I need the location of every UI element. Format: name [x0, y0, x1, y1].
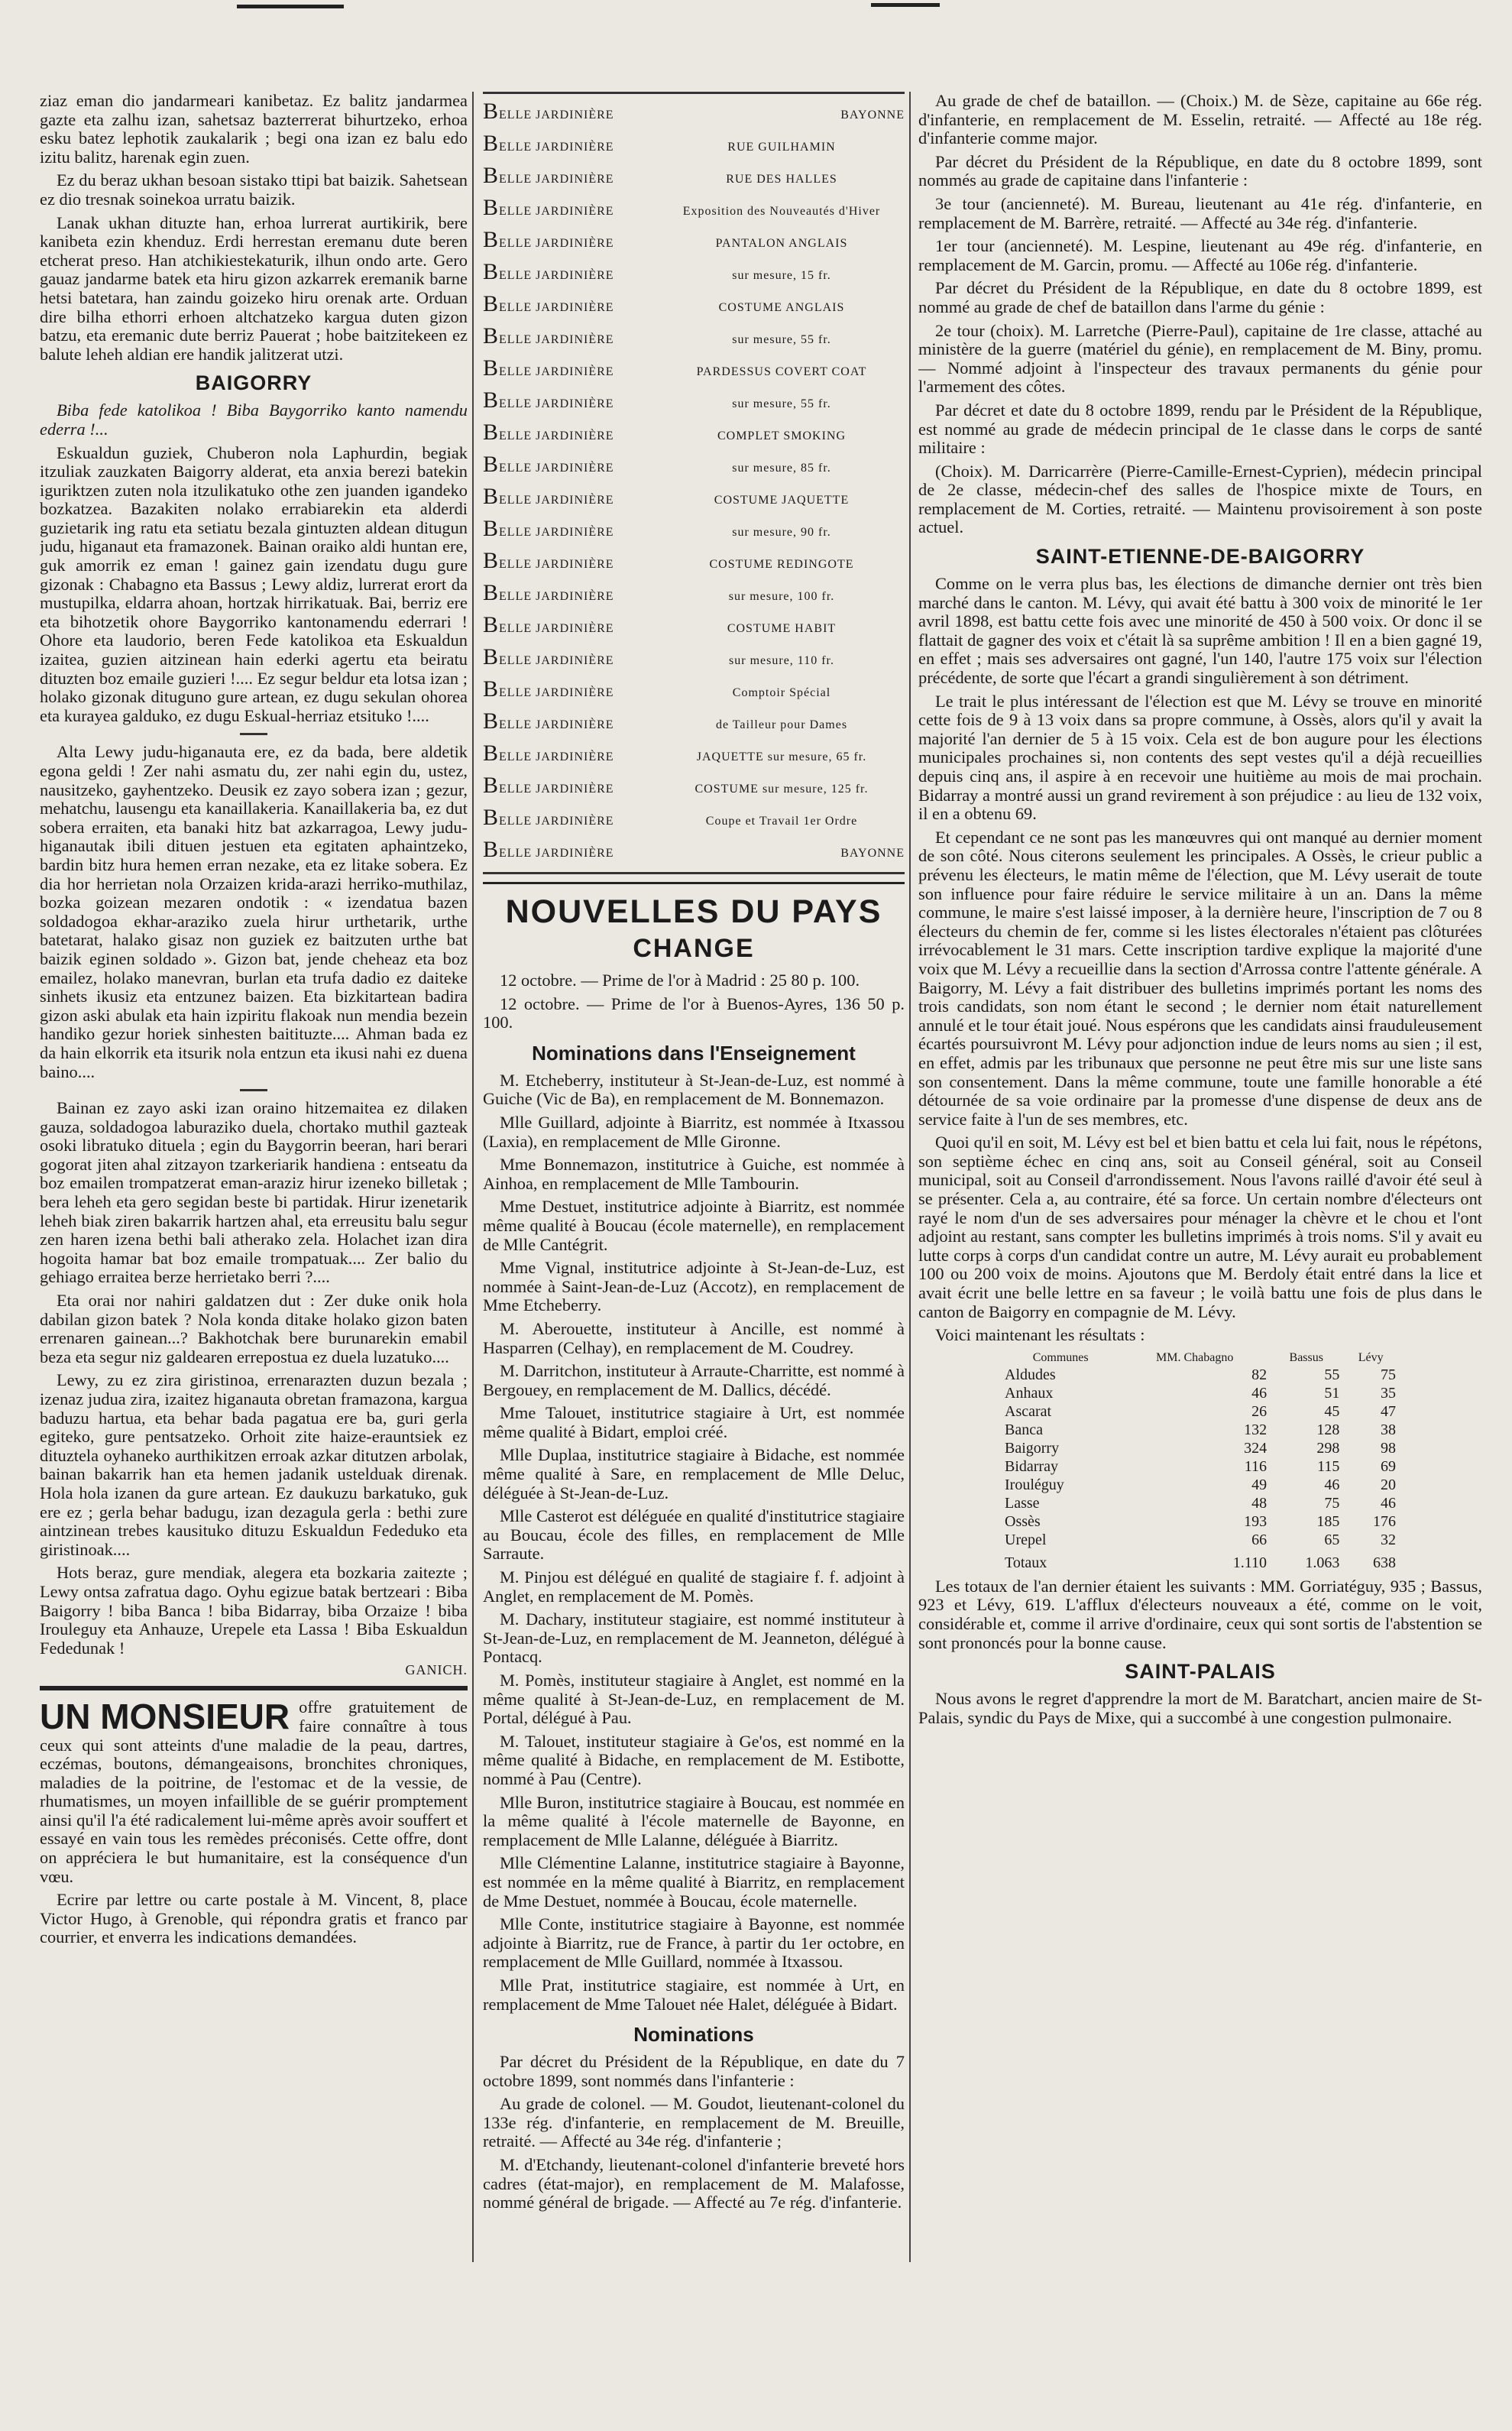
article-paragraph: Au grade de chef de bataillon. — (Choix.) M. de Sèze, capitaine au 66e rég. d'infanterie, en remplacement de M. Esselin, retraité. — Affecté au 18e rég. d'infanterie comme major. [918, 92, 1482, 148]
advert-brand-text: ELLE JARDINIÈRE [499, 462, 614, 475]
nomination-item: Mlle Casterot est déléguée en qualité d'institutrice stagiaire au Boucau, école des filles, en remplacement de Mlle Sarraute. [483, 1506, 905, 1564]
table-cell: 115 [1317, 1458, 1340, 1476]
advert-item: BAYONNE [840, 109, 905, 122]
advert-brand [483, 612, 659, 638]
table-cell: Baigorry [1005, 1440, 1060, 1457]
table-cell: 20 [1381, 1476, 1396, 1494]
advert-item: sur mesure, 15 fr. [732, 269, 831, 282]
article-paragraph: ziaz eman dio jandarmeari kanibetaz. Ez balitz jandarmea gazte eta zalhu izan, sahetsaz bazterrerat bihurtzeko, erhoa esku batez lephotik zaukalarik ; begi ona izan ez balu edo izitu balitz, harenak egin zuen. [40, 92, 468, 167]
article-paragraph: M. d'Etchandy, lieutenant-colonel d'infanterie breveté hors cadres (état-major), en remplacement de M. Malafosse, nommé général de brigade. — Affecté au 7e rég. d'infanterie. [483, 2155, 905, 2212]
divider-rule [483, 882, 905, 884]
nomination-item: Mlle Buron, institutrice stagiaire à Boucau, est nommée en la même qualité à l'école maternelle de Bayonne, en remplacement de Mlle Lalanne, déléguée à Biarritz. [483, 1792, 905, 1849]
advert-initial: B [483, 259, 500, 284]
advert-brand [483, 484, 659, 510]
advert-item: Comptoir Spécial [732, 686, 831, 699]
advert-item: sur mesure, 110 fr. [729, 654, 834, 667]
table-cell: 324 [1244, 1440, 1268, 1457]
table-cell: Anhaux [1005, 1385, 1054, 1402]
advert-item: COSTUME HABIT [727, 622, 837, 635]
advert-brand-text: ELLE JARDINIÈRE [499, 750, 614, 763]
advert-brand-text: ELLE JARDINIÈRE [499, 654, 614, 667]
advert-brand [483, 580, 659, 606]
nomination-item: M. Pomès, instituteur stagiaire à Anglet, est nommé en la même qualité à St-Jean-de-Luz, en remplacement de M. Portal, délégué à Pau. [483, 1671, 905, 1728]
table-total-row [1002, 1550, 1399, 1573]
table-cell: 638 [1373, 1554, 1396, 1572]
table-cell: 47 [1381, 1403, 1396, 1421]
advert-text: offre gratuitement de faire connaître à tous ceux qui sont atteints d'une maladie de la peau, dartres, eczémas, boutons, démangeaisons, bronchites chroniques, maladies de la poitrine, de l'estomac et de la vessie, de rhumatismes, un moyen infaillible de se guérir promptement ainsi qu'il l'a été radicalement lui-même après avoir souffert et essayé en vain tous les remèdes préconisés. Cette offre, dont on appréciera le but humanitaire, est la conséquence d'un vœu. [40, 1697, 468, 1886]
change-item: 12 octobre. — Prime de l'or à Buenos-Ayres, 136 50 p. 100. [483, 993, 905, 1032]
table-cell: 128 [1316, 1421, 1340, 1439]
section-heading: SAINT-ETIENNE-DE-BAIGORRY [1035, 545, 1365, 569]
advert-initial: B [483, 484, 500, 509]
advert-brand [483, 837, 659, 863]
nomination-item: M. Pinjou est délégué en qualité de stagiaire f. f. adjoint à Anglet, en remplacement de M. Pomès. [483, 1567, 905, 1606]
advert-item: COSTUME JAQUETTE [714, 494, 850, 507]
advert-brand [483, 163, 659, 189]
article-paragraph: Par décret du Président de la République, en date du 8 octobre 1899, sont nommés au grade de capitaine dans l'infanterie : [918, 151, 1482, 190]
advert-headline: UN MONSIEUR [40, 1697, 290, 1737]
advert-initial: B [483, 805, 500, 830]
advert-brand [483, 805, 659, 831]
article-paragraph: Quoi qu'il en soit, M. Lévy est bel et bien battu et cela lui fait, nous le répétons, son septième échec en cinq ans, soit au Conseil général, soit au Conseil municipal, soit au Conseil d'arrondissement. Nous l'avons raillé d'avoir été seul à se présenter. Cela a, au contraire, été sa force. Un certain nombre d'électeurs ont rayé le nom d'un de ses adversaires pour ménager la chèvre et le chou et l'ont adjoint au restant, sans compter les bulletins imprimés à trois noms. S'il y avait eu lutte corps à corps d'un candidat contre un autre, M. Lévy aurait eu probablement 100 ou 200 voix de moins. Ajoutons que M. Berdoly était entré dans la lice et avait écrit une belle lettre en sa faveur ; le voilà battu une fois de plus dans le canton de Baigorry en compagnie de M. Lévy. [918, 1133, 1482, 1321]
article-paragraph: Eskualdun guziek, Chuberon nola Laphurdin, begiak itzuliak zauzkaten Baigorry alderat, eta anxia berezi batekin iguriktzen zuten nola itzulikatuko othe zen juanden igandeko bozkatzea. Bazakiten nolako errabiarekin eta alderdi guzietarik ing ratu eta setiatu bezala gintuzten aldean ditugun judu, higanaut eta framazonek. Bainan oraiko aldi huntan ere, guk amorrik ez eman ! gainez gain izendatu dugu gure gizonak : Chabagno eta Bassus ; Lewy aldiz, lurrerat erort da mustupilka, eldarra ahoan, hortzak hirrikatuak. Bai, berriz ere eta bihotzetik ohore Baygorriko kantonamendu ederrari ! Ohore eta laudorio, beren Fede katolikoa eta Eskualdun izaitea, guzien aitzinean hain ederki agertu eta beiratu dituzten boz emaile guzieri !.... Ez segur beldur eta lotsa izan ; holako gizonak dituguno gure artean, ez dugu sekulan ohorea eta kurayea galduko, ez dugu Eskual-herriaz etsituko !.... [40, 442, 468, 725]
advert-initial: B [483, 195, 500, 220]
nomination-item: M. Etcheberry, instituteur à St-Jean-de-Luz, est nommé à Guiche (Vic de Ba), en remplacement de M. Bonnemazon. [483, 1070, 905, 1109]
advert-brand-text: ELLE JARDINIÈRE [499, 429, 614, 442]
table-cell: 82 [1251, 1366, 1268, 1384]
advert-initial: B [483, 773, 500, 798]
table-cell: 132 [1244, 1421, 1268, 1439]
advert-monsieur [40, 1698, 468, 1947]
advert-brand [483, 227, 659, 253]
advert-row [483, 484, 905, 516]
advert-item: JAQUETTE sur mesure, 65 fr. [696, 750, 867, 763]
advert-row [483, 420, 905, 452]
separator-dash [240, 733, 267, 735]
table-header-cell: Bassus [1289, 1350, 1323, 1364]
advert-initial: B [483, 355, 500, 381]
advert-brand-text: ELLE JARDINIÈRE [499, 141, 614, 154]
nomination-item: Mme Destuet, institutrice adjointe à Biarritz, est nommée même qualité à Boucau (école maternelle), en remplacement de Mlle Cantégrit. [483, 1197, 905, 1254]
top-edge-mark [871, 3, 940, 7]
advert-brand-text: ELLE JARDINIÈRE [499, 590, 614, 603]
advert-brand [483, 741, 659, 767]
table-cell: 48 [1251, 1495, 1268, 1512]
table-cell: 69 [1381, 1458, 1396, 1476]
table-row [1002, 1440, 1399, 1458]
advert-brand [483, 452, 659, 478]
advert-item: COSTUME ANGLAIS [718, 301, 845, 314]
column-rule [909, 92, 911, 2262]
table-cell: 75 [1381, 1366, 1396, 1384]
article-paragraph: Par décret du Président de la République, en date du 7 octobre 1899, sont nommés dans l'infanterie : [483, 2052, 905, 2090]
nomination-item: Mme Talouet, institutrice stagiaire à Urt, est nommée même qualité à Bidart, emploi créé. [483, 1403, 905, 1441]
table-row [1002, 1366, 1399, 1385]
table-cell: 32 [1381, 1532, 1396, 1549]
advert-brand [483, 195, 659, 221]
section-heading: Nominations dans l'Enseignement [532, 1041, 856, 1065]
nomination-item: M. Darritchon, instituteur à Arraute-Charritte, est nommé à Bergouey, en remplacement de M. Dallics, décédé. [483, 1361, 905, 1399]
section-subtitle: CHANGE [633, 934, 755, 963]
advert-item: COSTUME sur mesure, 125 fr. [694, 783, 869, 796]
advert-brand [483, 355, 659, 381]
table-row [1002, 1476, 1399, 1495]
article-paragraph: Au grade de colonel. — M. Goudot, lieutenant-colonel du 133e rég. d'infanterie, en remplacement de M. Breuille, retraité. — Affecté au 34e rég. d'infanterie ; [483, 2094, 905, 2151]
advert-brand-text: ELLE JARDINIÈRE [499, 109, 614, 122]
advert-row [483, 195, 905, 227]
advert-brand-text: ELLE JARDINIÈRE [499, 301, 614, 314]
advert-item: Exposition des Nouveautés d'Hiver [682, 205, 881, 218]
article-paragraph: Hots beraz, gure mendiak, alegera eta bozkaria zaitezte ; Lewy ontsa zafratua dago. Oyhu egizue batak bertzeari : Biba Baigorry ! biba Banca ! biba Bidarray, biba Orzaize ! biba Irouleguy eta Anhauze, Urepele eta Lassa ! Biba Eskualdun Fededunak ! [40, 1563, 468, 1658]
advert-brand-text: ELLE JARDINIÈRE [499, 686, 614, 699]
advert-brand-text: ELLE JARDINIÈRE [499, 173, 614, 186]
table-cell: 298 [1316, 1440, 1340, 1457]
advert-item: sur mesure, 85 fr. [732, 462, 831, 475]
advert-row [483, 580, 905, 612]
advert-initial: B [483, 644, 500, 669]
article-paragraph: 1er tour (ancienneté). M. Lespine, lieutenant au 49e rég. d'infanterie, en remplacement de M. Garcin, promu. — Affecté au 106e rég. d'infanterie. [918, 236, 1482, 274]
election-results-table [1002, 1350, 1399, 1573]
table-cell: 55 [1324, 1366, 1340, 1384]
table-cell: 176 [1373, 1513, 1396, 1531]
article-paragraph: Et cependant ce ne sont pas les manœuvres qui ont manqué au dernier moment de son côté. Nous citerons seulement les principales. A Ossès, le crieur public a prévenu les électeurs, le matin même de l'élection, que M. Lévy userait de toute son influence pour faire réduire le service militaire à un an. Dans la même commune, le maire s'est laissé imposer, à la dernière heure, l'inscription de 7 ou 8 électeurs du chemin de fer, comme si les listes électorales n'étaient pas clôturées irrévocablement le 31 mars. Cette inscription tardive explique la majorité d'une voix que M. Lévy a recueillie dans la section d'Arrossa contre l'attente générale. A Baigorry, M. Lévy a fait distribuer des bulletins imprimés portant les noms des trois candidats, son nom étant le second ; le dernier nom était naturellement annulé et le tour était joué. Nous espérons que les candidats ainsi frauduleusement écartés poursuivront M. Lévy pour adjonction indue de leurs noms au sien ; il est, en effet, admis par les tribunaux que personne ne peut être mis sur une liste sans son consentement. Dans la même commune, toute une famille honorable a été détournée de sa voie ordinaire par la promesse d'une dispense de deux ans de service faite à l'un de ses membres, etc. [918, 827, 1482, 1129]
advert-initial: B [483, 131, 500, 156]
table-cell: 193 [1244, 1513, 1268, 1531]
advert-brand [483, 259, 659, 285]
nomination-item: Mlle Duplaa, institutrice stagiaire à Bidache, est nommée même qualité à Sare, en remplacement de Mlle Deluc, déléguée à St-Jean-de-Luz. [483, 1445, 905, 1502]
section-heading: Nominations [633, 2023, 754, 2047]
nomination-item: Mlle Guillard, adjointe à Biarritz, est nommée à Itxassou (Laxia), en remplacement de Mlle Gironne. [483, 1112, 905, 1151]
table-header-row [1002, 1350, 1399, 1366]
article-paragraph: (Choix). M. Darricarrère (Pierre-Camille-Ernest-Cyprien), médecin principal de 2e classe, médecin-chef des salles de l'hospice mixte de Tours, en remplacement de M. Corties, retraité. — Maintenu provisoirement à son poste actuel. [918, 461, 1482, 537]
nomination-item: Mlle Prat, institutrice stagiaire, est nommée à Urt, en remplacement de Mme Talouet née Halet, déléguée à Bidart. [483, 1975, 905, 2014]
advert-item: RUE DES HALLES [726, 173, 837, 186]
column-3 [918, 92, 1482, 2369]
advert-row [483, 676, 905, 708]
advert-initial: B [483, 580, 500, 605]
table-cell: Ossès [1005, 1513, 1041, 1531]
table-cell: 116 [1244, 1458, 1268, 1476]
advert-brand-text: ELLE JARDINIÈRE [499, 526, 614, 539]
advert-brand-text: ELLE JARDINIÈRE [499, 205, 614, 218]
advert-row [483, 131, 905, 163]
advert-brand-text: ELLE JARDINIÈRE [499, 269, 614, 282]
advert-brand [483, 387, 659, 413]
table-row [1002, 1532, 1399, 1550]
advert-brand [483, 323, 659, 349]
advert-initial: B [483, 99, 500, 124]
table-cell: Urepel [1005, 1532, 1047, 1549]
advert-item: sur mesure, 100 fr. [728, 590, 835, 603]
advert-brand [483, 131, 659, 157]
table-cell: 1.063 [1305, 1554, 1340, 1572]
advert-initial: B [483, 163, 500, 188]
table-row [1002, 1403, 1399, 1421]
top-edge-mark [237, 5, 344, 8]
table-row [1002, 1385, 1399, 1403]
nomination-item: Mlle Clémentine Lalanne, institutrice stagiaire à Bayonne, est nommée en la même qualité à Biarritz, en remplacement de Mme Destuet, nommée à Boucau, école maternelle. [483, 1853, 905, 1911]
table-cell: Bidarray [1005, 1458, 1058, 1476]
table-cell: 66 [1251, 1532, 1268, 1549]
table-cell: Ascarat [1005, 1403, 1052, 1421]
article-paragraph: 3e tour (ancienneté). M. Bureau, lieutenant au 41e rég. d'infanterie, en remplacement de M. Barrère, retraité. — Affecté au 34e rég. d'infanterie. [918, 193, 1482, 232]
article-paragraph: Biba fede katolikoa ! Biba Baygorriko kanto namendu ederra !... [40, 400, 468, 439]
nomination-item: Mme Bonnemazon, institutrice à Guiche, est nommée à Ainhoa, en remplacement de Mlle Tambourin. [483, 1155, 905, 1193]
advert-initial: B [483, 837, 500, 862]
table-cell: 46 [1324, 1476, 1340, 1494]
advert-row [483, 259, 905, 291]
advert-item: de Tailleur pour Dames [715, 718, 848, 731]
advert-row [483, 291, 905, 323]
table-cell: 51 [1324, 1385, 1340, 1402]
advert-row [483, 323, 905, 355]
table-cell: 46 [1381, 1495, 1396, 1512]
nominations-list [483, 1071, 905, 2014]
advert-brand [483, 99, 659, 125]
advert-initial: B [483, 387, 500, 413]
advert-text: Ecrire par lettre ou carte postale à M. Vincent, 8, place Victor Hugo, à Grenoble, qui répondra gratis et franco par courrier, et enverra les indications demandées. [40, 1890, 468, 1947]
advert-row [483, 548, 905, 580]
advert-row [483, 805, 905, 837]
advert-row [483, 516, 905, 548]
advert-initial: B [483, 227, 500, 252]
table-cell: Banca [1005, 1421, 1043, 1439]
advert-brand-text: ELLE JARDINIÈRE [499, 622, 614, 635]
advert-brand [483, 548, 659, 574]
advert-initial: B [483, 291, 500, 316]
article-paragraph: 2e tour (choix). M. Larretche (Pierre-Paul), capitaine de 1re classe, attaché au ministère de la guerre (matériel du génie), en remplacement de M. Biny, promu. — Nommé adjoint à l'inspecteur des travaux permanents du génie pour l'armement des côtes. [918, 320, 1482, 397]
advert-item: RUE GUILHAMIN [727, 141, 836, 154]
advert-item: BAYONNE [840, 847, 905, 860]
article-paragraph: Nous avons le regret d'apprendre la mort de M. Baratchart, ancien maire de St-Palais, syndic du Pays de Mixe, qui a succombé à une congestion pulmonaire. [918, 1689, 1482, 1727]
advert-initial: B [483, 741, 500, 766]
table-cell: Irouléguy [1005, 1476, 1064, 1494]
advert-initial: B [483, 708, 500, 734]
advert-item: PARDESSUS COVERT COAT [696, 365, 867, 378]
table-header-cell: Communes [1032, 1350, 1089, 1364]
advert-item: sur mesure, 55 fr. [732, 333, 831, 346]
table-header-cell: MM. Chabagno [1156, 1350, 1234, 1364]
advert-initial: B [483, 612, 500, 637]
article-paragraph: Eta orai nor nahiri galdatzen dut : Zer duke onik hola dabilan gizon batek ? Nola konda ditake holako gizon baten errenaren gainean...? Bakhotchak bere burunarekin emabil beza eta segur niz galdearen errepostua ez duela luzatuko.... [40, 1291, 468, 1366]
section-title: NOUVELLES DU PAYS [505, 893, 882, 930]
table-cell: 185 [1316, 1513, 1340, 1531]
advert-row [483, 773, 905, 805]
advert-item: COMPLET SMOKING [717, 429, 847, 442]
advert-row [483, 708, 905, 741]
advert-brand-text: ELLE JARDINIÈRE [499, 847, 614, 860]
article-paragraph: Alta Lewy judu-higanauta ere, ez da bada, bere aldetik egona geldi ! Zer nahi asmatu du, zer nahi egin du, ustez, nausitzeko, gayhentzeko. Deusik ez zayo sobera izan ; gezur, mehatchu, lausengu eta kanaillakeria. Kanaillakeria ba, ez dut sobera erraiten, eta banaki hitz bat azkarragoa, Lewy judu-higanautak ibili dituen jestuen eta egitaten aphaintzeko, bardin bitz hura hemen erran nezake, eta ez litake sobera. Ez dia hor herrietan nola Orzaizen krida-arazi herriko-muthilaz, bozka goizean mezaren ondotik : « izendatua bazen soldadogoa ekhar-araziko zuela hirur urthetarik, urthe batetarat, halako gisaz non guziek ez baitzuten urthe bat baizik eginen soldado ». Gizon bat, jende cheheaz eta boz emailez, holako manevran, burlan eta trufa dadio ez daiteke sinhets ikusiz eta entzunez baizen. Eta bizkitartean badira gizon aski abulak eta hain izpiritu flakoak nun mendia bezein handiko gezur horiek sinhesten baitituzte.... Ahman bada ez da hain elkorrik eta itsurik nola entzun eta ikusi nahi ez duena baino.... [40, 742, 468, 1081]
nomination-item: M. Talouet, instituteur stagiaire à Ge'os, est nommé en la même qualité à Bidache, en remplacement de M. Estibotte, nommé à Pau (Centre). [483, 1731, 905, 1788]
table-row [1002, 1495, 1399, 1513]
advert-row [483, 644, 905, 676]
advert-initial: B [483, 420, 500, 445]
advert-brand-text: ELLE JARDINIÈRE [499, 783, 614, 796]
advert-brand [483, 708, 659, 734]
advert-brand-text: ELLE JARDINIÈRE [499, 237, 614, 250]
advert-row [483, 837, 905, 869]
advert-initial: B [483, 548, 500, 573]
advert-row [483, 163, 905, 195]
advert-item: COSTUME REDINGOTE [709, 558, 854, 571]
table-cell: 49 [1251, 1476, 1268, 1494]
article-paragraph: Ez du beraz ukhan besoan sistako ttipi bat baizik. Sahetsean ez dio tresnak soinekoa urratu baizik. [40, 170, 468, 209]
advert-item: sur mesure, 90 fr. [732, 526, 831, 539]
column-2 [483, 92, 905, 2369]
divider-rule [40, 1686, 468, 1690]
advert-item: sur mesure, 55 fr. [732, 397, 831, 410]
advert-row [483, 355, 905, 387]
separator-dash [240, 1089, 267, 1091]
author-signature: GANICH. [405, 1662, 468, 1678]
advert-brand [483, 644, 659, 670]
advert-row [483, 452, 905, 484]
advert-row [483, 387, 905, 420]
advert-brand-text: ELLE JARDINIÈRE [499, 333, 614, 346]
table-cell: 38 [1381, 1421, 1396, 1439]
table-cell: 75 [1324, 1495, 1340, 1512]
article-paragraph: Voici maintenant les résultats : [935, 1325, 1145, 1345]
advert-initial: B [483, 516, 500, 541]
advert-brand [483, 773, 659, 799]
advert-item: PANTALON ANGLAIS [715, 237, 848, 250]
nomination-item: M. Aberouette, instituteur à Ancille, est nommé à Hasparren (Celhay), en remplacement de M. Coudrey. [483, 1318, 905, 1357]
advert-row [483, 227, 905, 259]
advert-row [483, 99, 905, 131]
table-cell: 65 [1324, 1532, 1340, 1549]
table-cell: Aldudes [1005, 1366, 1056, 1384]
article-paragraph: Lanak ukhan dituzte han, erhoa lurrerat aurtikirik, bere kanibeta ezin khenduz. Erdi herrestan eremanu dute beren etcherat preso. Han atchikiestekaturik, ilhun ondo arte. Gero gauaz jandarme batek eta hiru gizon azkarrek eremanik barne hetsi batetara, han zaindu goizeko hiru orenak arte. Orduan dire bilha ethorri erhoen altchatzeko kargua duten gizon batzu, eta eremanic dute berriz Pauerat ; hobe baitzitekeen ez balute leheh aldian ere handik jalitzerat utzi. [40, 212, 468, 364]
advert-brand-text: ELLE JARDINIÈRE [499, 718, 614, 731]
advert-brand-text: ELLE JARDINIÈRE [499, 365, 614, 378]
advert-brand-text: ELLE JARDINIÈRE [499, 494, 614, 507]
column-rule [472, 92, 474, 2262]
section-heading: BAIGORRY [195, 371, 312, 395]
advert-initial: B [483, 676, 500, 702]
advert-brand-text: ELLE JARDINIÈRE [499, 815, 614, 828]
table-cell: 35 [1381, 1385, 1396, 1402]
table-row [1002, 1513, 1399, 1532]
advert-initial: B [483, 452, 500, 477]
advert-brand-text: ELLE JARDINIÈRE [499, 397, 614, 410]
article-paragraph: Par décret et date du 8 octobre 1899, rendu par le Président de la République, est nommé au grade de médecin principal de 1e classe dans le corps de santé militaire : [918, 400, 1482, 458]
article-paragraph: Le trait le plus intéressant de l'élection est que M. Lévy se trouve en minorité cette fois de 9 à 13 voix dans sa propre commune, à Ossès, alors qu'il y avait la majorité l'an dernier de 5 à 15 voix. Cela est de bon augure pour les élections municipales prochaines si, non contents des sept vestes qu'il a déjà recueillies depuis cinq ans, il aspire à en recevoir une huitième au mois de mai prochain. Bidarray a montré aussi un grand revirement à son préjudice : au lieu de 132 voix, il en a obtenu 69. [918, 691, 1482, 824]
nomination-item: M. Dachary, instituteur stagiaire, est nommé instituteur à St-Jean-de-Luz, en remplacement de M. Jeanneton, délégué à Pontacq. [483, 1609, 905, 1667]
article-paragraph: Les totaux de l'an dernier étaient les suivants : MM. Gorriatéguy, 935 ; Bassus, 923 et Lévy, 619. L'afflux d'électeurs nouveaux a été, comme on le voit, considérable et, comme il arrive d'ordinaire, ceux qui sont sortis de l'abstention se sont prononcés pour la bonne cause. [918, 1576, 1482, 1652]
advert-brand [483, 516, 659, 542]
advert-row [483, 612, 905, 644]
table-cell: 45 [1324, 1403, 1340, 1421]
table-cell: 26 [1251, 1403, 1268, 1421]
article-paragraph: Lewy, zu ez zira giristinoa, errenarazten duzun bezala ; izenaz judua zira, izaitez higanauta obretan framazona, kargua baduzu hartua, eta behar bada pagatua ere ba, guri gerla egiteko, gure pentsatzeko. Orhoit zite haize-erauntsiek ez dituztela oyhaneko aurthikitzen erroak azkar ditutzen arbolak, bainan bakarrik han eta hemen jadanik ustelduak direnak. Hola hola izanen da gure artean. Ez daukuzu barkatuko, guk ere ez ; gerla behar badugu, izan dezagula gerla : bethi zure aintzinean trebes kausituko dituzu Eskualdun Fededuko eta giristinoak.... [40, 1370, 468, 1559]
advert-brand-text: ELLE JARDINIÈRE [499, 558, 614, 571]
nomination-item: Mlle Conte, institutrice stagiaire à Bayonne, est nommée adjointe à Biarritz, rue de France, à partir du 1er octobre, en remplacement de Mlle Guillard, nommée à Itxassou. [483, 1914, 905, 1972]
advert-belle-jardiniere [483, 92, 905, 874]
table-cell: Totaux [1005, 1554, 1047, 1572]
change-item: 12 octobre. — Prime de l'or à Madrid : 25 80 p. 100. [500, 971, 860, 990]
article-paragraph: Par décret du Président de la République, en date du 8 octobre 1899, est nommé au grade de chef de bataillon dans l'arme du génie : [918, 278, 1482, 316]
nomination-item: Mme Vignal, institutrice adjointe à St-Jean-de-Luz, est nommée à Saint-Jean-de-Luz (Accotz), en remplacement de Mme Etcheberry. [483, 1258, 905, 1315]
article-paragraph: Comme on le verra plus bas, les élections de dimanche dernier ont très bien marché dans le canton. M. Lévy, qui avait été battu à 300 voix de minorité le 1er avril 1898, est battu cette fois avec une minorité de 450 à 500 voix. Or donc il se flattait de gagner des voix et c'était là sa suprême ambition ! Il en a bien gagné 19, en effet ; mais ses adversaires ont gagné, l'un 140, l'autre 175 voix sur l'élection précédente, de sorte que l'écart a grandi singulièrement à son détriment. [918, 574, 1482, 688]
table-cell: 98 [1381, 1440, 1396, 1457]
advert-item: Coupe et Travail 1er Ordre [705, 815, 858, 828]
advert-brand [483, 420, 659, 446]
article-paragraph: Bainan ez zayo aski izan oraino hitzemaitea ez dilaken gauza, soldadogoa laburaziko duela, chortako muthil gazteak osoki libratuko dituela ; egin du Baygorrin beeran, hari berari gogorat jiten ahal zitzayon tzarkeriarik handiena : entseatu da boz emailen trompatzerat eman-araziz hirur izeneko billetak ; bera leheh eta gero segidan beste bi partidak. Hirur izenetarik leheh biak ziren bakarrik hartzen ahal, eta erreusitu balu segur zen haren izena bethi bali atherako zela. Holachet izan dira hogoita hamar bat boz emaile trompatuak.... Zer balio du gehiago erraitea berze herrietako berri ?.... [40, 1098, 468, 1287]
table-cell: 46 [1251, 1385, 1268, 1402]
table-row [1002, 1421, 1399, 1440]
table-cell: 1.110 [1232, 1554, 1268, 1572]
advert-brand [483, 676, 659, 702]
section-heading: SAINT-PALAIS [1125, 1660, 1276, 1684]
advert-initial: B [483, 323, 500, 348]
table-row [1002, 1458, 1399, 1476]
table-header-cell: Lévy [1358, 1350, 1384, 1364]
advert-brand [483, 291, 659, 317]
table-cell: Lasse [1005, 1495, 1040, 1512]
column-1 [40, 92, 468, 2369]
advert-row [483, 741, 905, 773]
